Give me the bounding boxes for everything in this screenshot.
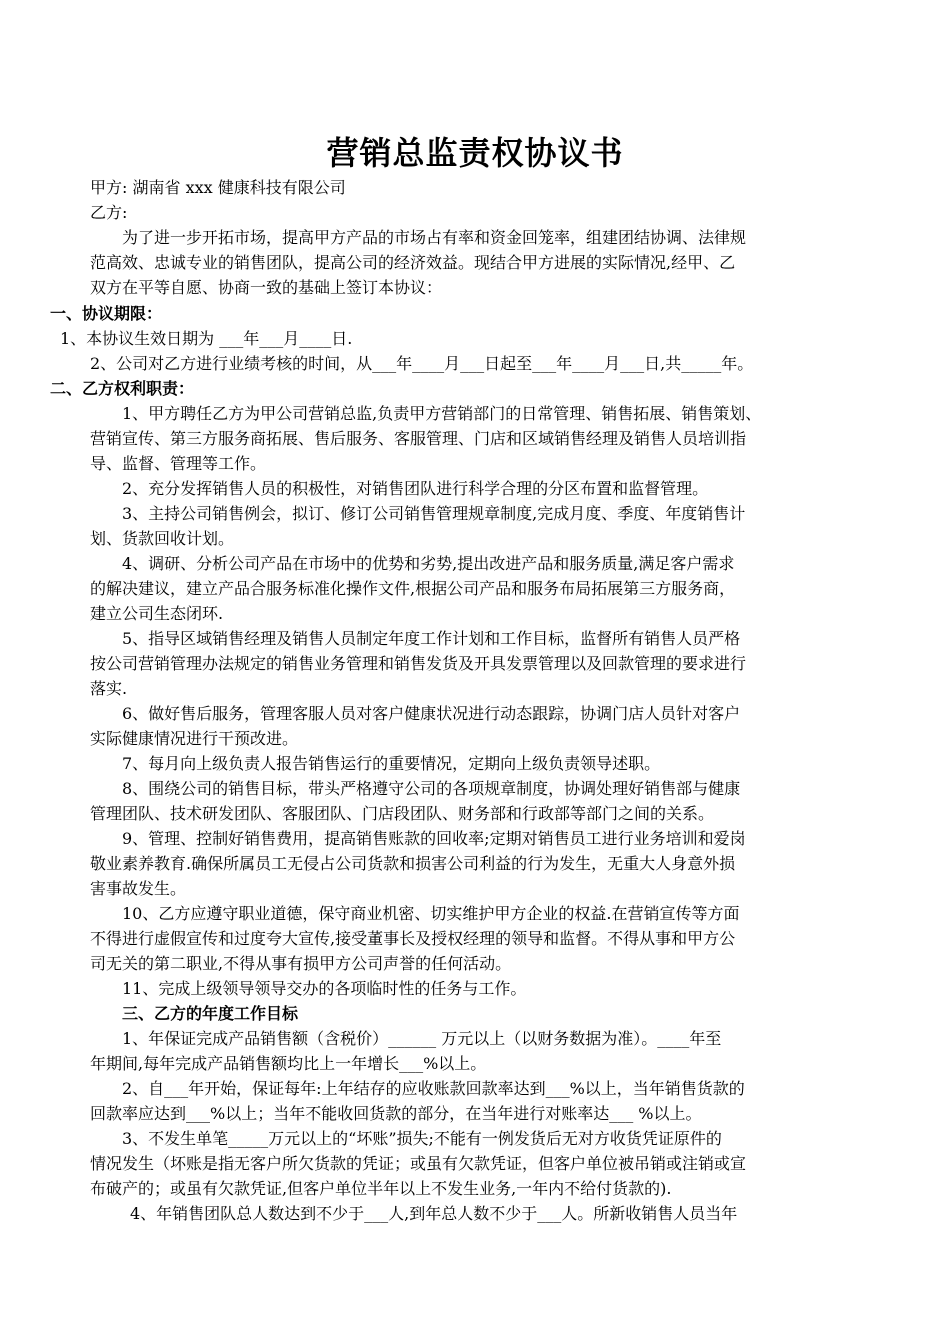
duty-line: 害事故发生。 <box>90 879 187 898</box>
duty-line: 营销宣传、第三方服务商拓展、售后服务、客服管理、门店和区域销售经理及销售人员培训指 <box>90 429 747 448</box>
term-item: 2、公司对乙方进行业绩考核的时间，从___年____月___日起至___年____月___日,共_____年。 <box>90 354 754 373</box>
duty-line: 管理团队、技术研发团队、客服团队、门店段团队、财务部和行政部等部门之间的关系。 <box>90 804 715 823</box>
preamble-line: 双方在平等自愿、协商一致的基础上签订本协议： <box>90 278 443 297</box>
duty-line: 11、完成上级领导领导交办的各项临时性的任务与工作。 <box>122 979 527 998</box>
duty-line: 按公司营销管理办法规定的销售业务管理和销售发货及开具发票管理以及回款管理的要求进行 <box>90 654 747 673</box>
duty-line: 司无关的第二职业,不得从事有损甲方公司声誉的任何活动。 <box>90 954 512 973</box>
preamble-line: 为了进一步开拓市场，提高甲方产品的市场占有率和资金回笼率，组建团结协调、法律规 <box>122 228 747 247</box>
target-line: 4、年销售团队总人数达到不少于___人,到年总人数不少于___人。所新收销售人员当年 <box>130 1204 738 1223</box>
target-line: 1、年保证完成产品销售额（含税价）______ 万元以上（以财务数据为准）。____年至 <box>122 1029 722 1048</box>
term-item: 1、本协议生效日期为 ___年___月____日. <box>60 329 353 348</box>
duty-line: 划、货款回收计划。 <box>90 529 235 548</box>
target-line: 3、不发生单笔_____万元以上的“坏账”损失;不能有一例发货后无对方收货凭证原件的 <box>122 1129 722 1148</box>
duty-line: 建立公司生态闭环. <box>90 604 224 623</box>
duty-line: 敬业素养教育.确保所属员工无侵占公司货款和损害公司利益的行为发生，无重大人身意外损 <box>90 854 736 873</box>
duty-line: 实际健康情况进行干预改进。 <box>90 729 299 748</box>
duty-line: 5、指导区域销售经理及销售人员制定年度工作计划和工作目标，监督所有销售人员严格 <box>122 629 741 648</box>
target-line: 回款率应达到___%以上；当年不能收回货款的部分，在当年进行对账率达___ %以上。 <box>90 1104 702 1123</box>
duty-line: 3、主持公司销售例会，拟订、修订公司销售管理规章制度,完成月度、季度、年度销售计 <box>122 504 746 523</box>
target-line: 布破产的；或虽有欠款凭证,但客户单位半年以上不发生业务,一年内不给付货款的). <box>90 1179 672 1198</box>
duty-line: 4、调研、分析公司产品在市场中的优势和劣势,提出改进产品和服务质量,满足客户需求 <box>122 554 735 573</box>
duty-line: 不得进行虚假宣传和过度夸大宣传,接受董事长及授权经理的领导和监督。不得从事和甲方公 <box>90 929 736 948</box>
preamble-line: 范高效、忠诚专业的销售团队，提高公司的经济效益。现结合甲方进展的实际情况,经甲、乙 <box>90 253 736 272</box>
duty-line: 导、监督、管理等工作。 <box>90 454 267 473</box>
duty-line: 8、围绕公司的销售目标，带头严格遵守公司的各项规章制度，协调处理好销售部与健康 <box>122 779 741 798</box>
duty-line: 10、乙方应遵守职业道德，保守商业机密、切实维护甲方企业的权益.在营销宣传等方面 <box>122 904 740 923</box>
duty-line: 1、甲方聘任乙方为甲公司营销总监,负责甲方营销部门的日常管理、销售拓展、销售策划、 <box>122 404 762 423</box>
duty-line: 6、做好售后服务，管理客服人员对客户健康状况进行动态跟踪，协调门店人员针对客户 <box>122 704 741 723</box>
section-heading-term: 一、协议期限： <box>50 304 163 323</box>
party-a-line: 甲方: 湖南省 xxx 健康科技有限公司 <box>90 178 346 197</box>
duty-line: 2、充分发挥销售人员的积极性，对销售团队进行科学合理的分区布置和监督管理。 <box>122 479 709 498</box>
section-heading-rights: 二、乙方权利职责： <box>50 379 195 398</box>
target-line: 2、自___年开始，保证每年:上年结存的应收账款回款率达到___%以上，当年销售货款的 <box>122 1079 745 1098</box>
duty-line: 落实. <box>90 679 128 698</box>
duty-line: 9、管理、控制好销售费用，提高销售账款的回收率;定期对销售员工进行业务培训和爱岗 <box>122 829 746 848</box>
target-line: 年期间,每年完成产品销售额均比上一年增长___%以上。 <box>90 1054 487 1073</box>
duty-line: 7、每月向上级负责人报告销售运行的重要情况，定期向上级负责领导述职。 <box>122 754 661 773</box>
duty-line: 的解决建议，建立产品合服务标准化操作文件,根据公司产品和服务布局拓展第三方服务商， <box>90 579 736 598</box>
section-heading-targets: 三、乙方的年度工作目标 <box>122 1004 299 1023</box>
target-line: 情况发生（坏账是指无客户所欠货款的凭证；或虽有欠款凭证，但客户单位被吊销或注销或宣 <box>90 1154 747 1173</box>
page-title: 营销总监责权协议书 <box>326 134 624 172</box>
party-b-line: 乙方: <box>90 203 128 222</box>
